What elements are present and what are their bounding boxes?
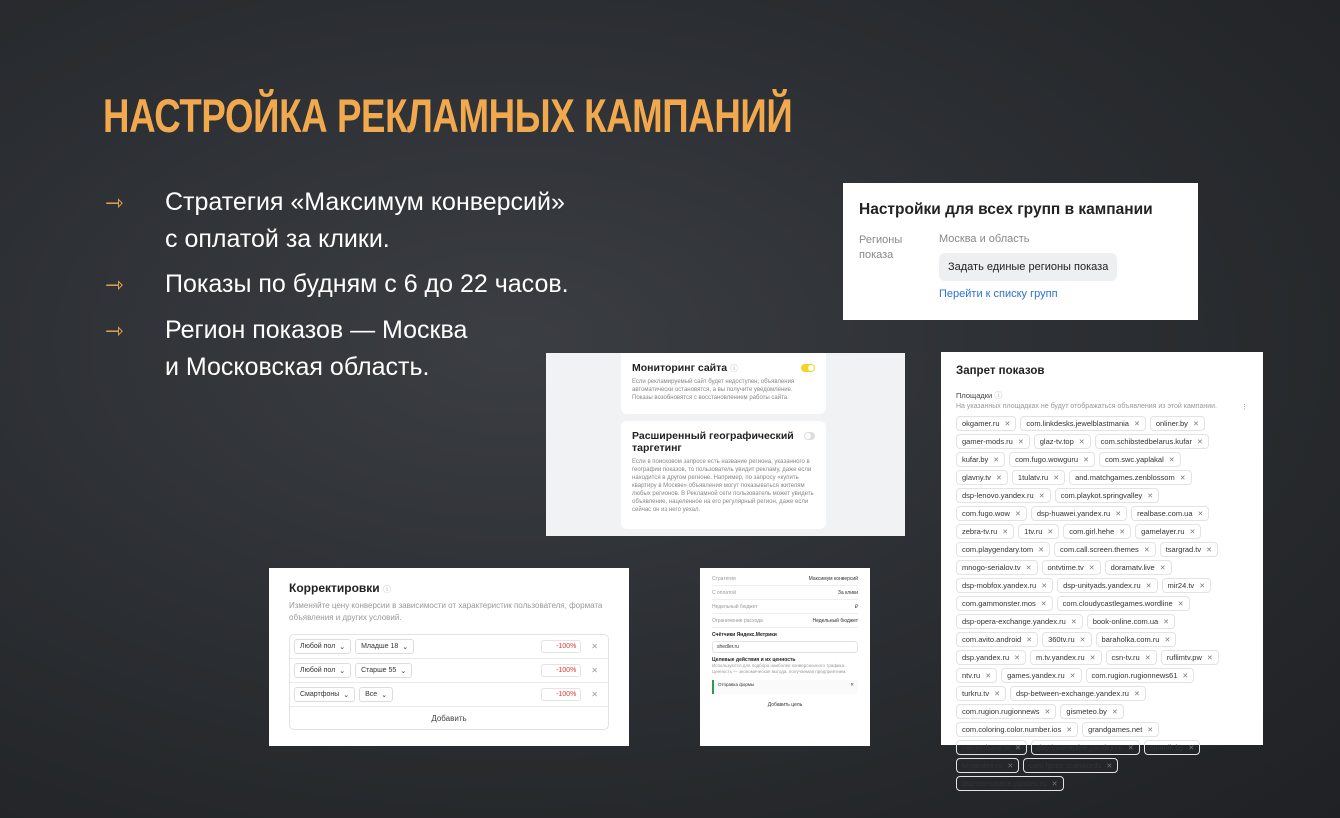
close-icon[interactable]: ✕	[591, 666, 598, 675]
close-icon[interactable]: ✕	[1041, 582, 1048, 590]
close-icon[interactable]: ✕	[1196, 438, 1203, 446]
condition-select[interactable]: Смартфоны ⌄	[294, 687, 355, 702]
counters-title: Счётчики Яндекс.Метрики	[712, 632, 777, 638]
placement-chip[interactable]: com.gammonster.mos ✕	[956, 596, 1053, 611]
arrow-right-icon: ⇾	[105, 319, 124, 344]
close-icon[interactable]: ✕	[1179, 474, 1186, 482]
placements-label: Площадки	[956, 391, 993, 400]
monitoring-screenshot	[546, 353, 905, 536]
placement-chip[interactable]: csn-tv.ru ✕	[1106, 650, 1157, 665]
placement-chip[interactable]: m.tv.yandex.ru ✕	[1030, 650, 1102, 665]
condition-select[interactable]: Младше 18 ⌄	[355, 639, 414, 654]
close-icon[interactable]: ✕	[1168, 456, 1175, 464]
close-icon[interactable]: ✕	[1119, 528, 1126, 536]
close-icon[interactable]: ✕	[996, 474, 1002, 482]
placement-chip[interactable]: onliner.by ✕	[1150, 416, 1205, 431]
close-icon[interactable]: ✕	[1197, 510, 1204, 518]
placement-chip[interactable]: com.girl.hehe ✕	[1063, 524, 1131, 539]
set-regions-button[interactable]: Задать единые регионы показа	[939, 253, 1117, 281]
goals-desc: Используются для подбора наиболее конверсионного трафика. Ценность — экономическая выгода, получаемая предприятием.	[712, 663, 847, 674]
geo-card	[621, 421, 826, 529]
bullet-text: Показы по будням с 6 до 22 часов.	[165, 270, 569, 298]
placement-chip[interactable]: kufar.by ✕	[956, 452, 1005, 467]
placement-chip[interactable]: mnogo-serialov.tv ✕	[956, 560, 1038, 575]
monitoring-toggle[interactable]	[801, 364, 815, 372]
placement-chip[interactable]: gamelayer.ru ✕	[1135, 524, 1201, 539]
placement-chip[interactable]: tsargrad.tv ✕	[1160, 542, 1218, 557]
placement-chip[interactable]: com.cloudycastlegames.wordline ✕	[1057, 596, 1190, 611]
placement-chip[interactable]: com.call.screen.themes ✕	[1054, 542, 1156, 557]
geo-desc: Если в поисковом запросе есть название региона, указанного в географии показов, то пользователь увидит рекламу, даже если находится в другом регионе. Например, по запросу «купить квартиру в Москве» объявления могут показываться жителям любых регионов. В Рекламной сети пользователь может увидеть объявление, нацеленное на его регулярный регион, даже если сейчас он из него уехал.	[632, 459, 814, 513]
more-icon[interactable]: ⋮	[1241, 404, 1248, 411]
korr-desc: Изменяйте цену конверсии в зависимости от характеристик пользователя, формата объявления и других условий.	[289, 601, 603, 622]
placement-chip[interactable]: gismeteo.by ✕	[1060, 704, 1123, 719]
close-icon[interactable]: ✕	[1115, 510, 1122, 518]
placement-chip[interactable]: dsp-mobfox.yandex.ru ✕	[956, 578, 1053, 593]
close-icon[interactable]: ✕	[985, 672, 992, 680]
counter-input[interactable]: shedler.ru	[712, 641, 858, 653]
placement-chip[interactable]: com.avito.android ✕	[956, 632, 1038, 647]
bullet-item	[105, 184, 625, 258]
placement-chip[interactable]: com.rugion.rugionnews ✕	[956, 704, 1056, 719]
placement-chip[interactable]: tv.yandex.ru ✕	[956, 758, 1019, 773]
close-icon[interactable]: ✕	[1144, 654, 1151, 662]
close-icon[interactable]: ✕	[1051, 780, 1058, 788]
close-icon[interactable]: ✕	[1147, 492, 1154, 500]
geo-title: Расширенный географический таргетинг	[632, 430, 794, 454]
close-icon[interactable]: ✕	[1133, 420, 1140, 428]
placement-chip[interactable]: turkru.tv ✕	[956, 686, 1006, 701]
close-icon[interactable]: ✕	[1053, 474, 1060, 482]
strategy-row[interactable]: Ограничение расхода Недельный бюджет	[712, 614, 858, 628]
monitoring-desc: Если рекламируемый сайт будет недоступен, объявления автоматически остановятся, а вы получите уведомление. Показы возобновятся с восстановлением работы сайта.	[632, 379, 795, 401]
placement-chip[interactable]: com.fugo.wow ✕	[956, 506, 1027, 521]
placement-chip[interactable]: grandgames.net ✕	[1082, 722, 1159, 737]
percent-input[interactable]: -100%	[541, 688, 581, 701]
placement-chip[interactable]: com.fugo.wowguru ✕	[1009, 452, 1095, 467]
settings-title: Настройки для всех групп в кампании	[859, 201, 1153, 218]
monitoring-card	[621, 353, 826, 414]
placement-chip[interactable]: dsp-between-exchange.yandex.ru ✕	[1010, 686, 1146, 701]
strategy-screenshot	[700, 568, 870, 746]
close-icon[interactable]: ✕	[1040, 600, 1047, 608]
close-icon[interactable]: ✕	[1199, 582, 1206, 590]
regions-label: Регионы показа	[859, 234, 903, 261]
close-icon[interactable]: ✕	[1038, 492, 1045, 500]
placement-chip[interactable]: glaz-tv.top ✕	[1034, 434, 1091, 449]
placement-chip[interactable]: dsp-lenovo.yandex.ru ✕	[956, 488, 1051, 503]
geo-toggle[interactable]	[804, 432, 815, 440]
goal-item[interactable]: Отправка формы ✕	[712, 680, 858, 694]
close-icon[interactable]: ✕	[1133, 690, 1140, 698]
placement-chip[interactable]: ruflimtv.pw ✕	[1161, 650, 1219, 665]
monitoring-title: Мониторинг сайта	[632, 362, 728, 374]
close-icon[interactable]: ✕	[1164, 636, 1171, 644]
bullet-item	[105, 266, 625, 304]
placement-chip[interactable]: games.yandex.ru ✕	[1001, 668, 1081, 683]
close-icon[interactable]: ✕	[1182, 672, 1189, 680]
close-icon[interactable]: ✕	[1206, 546, 1212, 554]
close-icon[interactable]: ✕	[1069, 672, 1076, 680]
groups-link[interactable]: Перейти к списку групп	[939, 288, 1058, 300]
close-icon[interactable]: ✕	[1014, 510, 1021, 518]
placement-chip[interactable]: com.coloring.color.number.ios ✕	[956, 722, 1078, 737]
close-icon: ✕	[850, 682, 854, 687]
strategy-row[interactable]: Недельный бюджет ₽	[712, 600, 858, 614]
percent-input[interactable]: -100%	[541, 664, 581, 677]
placement-chip[interactable]: com.playgendary.tom ✕	[956, 542, 1050, 557]
placement-chip[interactable]: 360tv.ru ✕	[1042, 632, 1091, 647]
close-icon[interactable]: ✕	[1004, 420, 1011, 428]
chevron-down-icon: ⌄	[339, 643, 346, 651]
placement-chip[interactable]: com.playkot.springvalley ✕	[1055, 488, 1160, 503]
page-title: НАСТРОЙКА РЕКЛАМНЫХ КАМПАНИЙ	[103, 89, 793, 142]
settings-screenshot	[843, 183, 1198, 320]
close-icon[interactable]: ✕	[1025, 564, 1032, 572]
close-icon[interactable]: ✕	[1026, 636, 1033, 644]
close-icon[interactable]: ✕	[1088, 564, 1095, 572]
placement-chip[interactable]: naruto-base.tv ✕	[956, 740, 1027, 755]
close-icon[interactable]: ✕	[1079, 636, 1086, 644]
close-icon[interactable]: ✕	[1014, 744, 1021, 752]
placement-chip[interactable]: com.swc.yaplakal ✕	[1099, 452, 1181, 467]
close-icon[interactable]: ✕	[1047, 528, 1054, 536]
chevron-down-icon: ⌄	[343, 691, 350, 699]
info-icon: ⓘ	[383, 585, 392, 594]
condition-select[interactable]: Все ⌄	[359, 687, 393, 702]
korr-screenshot	[269, 568, 629, 746]
placement-chip[interactable]: 1tulatv.ru ✕	[1012, 470, 1065, 485]
placement-chip[interactable]: 1tv.ru ✕	[1018, 524, 1059, 539]
close-icon[interactable]: ✕	[1147, 726, 1154, 734]
chevron-down-icon: ⌄	[402, 643, 409, 651]
close-icon[interactable]: ✕	[1143, 546, 1150, 554]
korr-title: Корректировки	[289, 581, 380, 595]
condition-select[interactable]: Старше 55 ⌄	[355, 663, 412, 678]
placement-chip[interactable]: okgamer.ru ✕	[956, 416, 1016, 431]
placement-chip[interactable]: doramatv.live ✕	[1105, 560, 1172, 575]
placement-chip[interactable]: zebra-tv.ru ✕	[956, 524, 1014, 539]
close-icon[interactable]: ✕	[591, 642, 598, 651]
placement-chip[interactable]: com.linkdesks.jewelblastmania ✕	[1020, 416, 1145, 431]
close-icon[interactable]: ✕	[994, 690, 1000, 698]
placement-chip[interactable]: dsp-opera-exchange.yandex.ru ✕	[956, 614, 1083, 629]
strategy-row[interactable]: Стратегия Максимум конверсий	[712, 572, 858, 586]
placements-note: На указанных площадках не будут отображаться объявления из этой кампании.	[956, 403, 1217, 410]
chevron-down-icon: ⌄	[381, 691, 388, 699]
bullet-text: Стратегия «Максимум конверсий» с оплатой за клики.	[165, 188, 565, 253]
placements-chips	[956, 416, 1226, 791]
condition-select[interactable]: Любой пол ⌄	[294, 663, 351, 678]
close-icon[interactable]: ✕	[1089, 654, 1096, 662]
placement-chip[interactable]: dsp-huawei.yandex.ru ✕	[1031, 506, 1127, 521]
zapret-title: Запрет показов	[956, 365, 1045, 377]
placement-chip[interactable]: dsp-inneractive.yandex.ru ✕	[1031, 740, 1140, 755]
placement-chip[interactable]: dsp.yandex.ru ✕	[956, 650, 1026, 665]
close-icon[interactable]: ✕	[1159, 564, 1166, 572]
korr-row	[290, 659, 608, 683]
chevron-down-icon: ⌄	[339, 667, 346, 675]
close-icon[interactable]: ✕	[993, 456, 1000, 464]
strategy-row[interactable]: С оплатой За клики	[712, 586, 858, 600]
close-icon[interactable]: ✕	[1007, 762, 1014, 770]
close-icon[interactable]: ✕	[1017, 438, 1024, 446]
arrow-right-icon: ⇾	[105, 273, 124, 298]
chevron-down-icon: ⌄	[400, 667, 407, 675]
placement-chip[interactable]: gamer-mods.ru ✕	[956, 434, 1030, 449]
placement-chip[interactable]: ntv.ru ✕	[956, 668, 997, 683]
close-icon[interactable]: ✕	[1014, 654, 1020, 662]
close-icon[interactable]: ✕	[1192, 420, 1199, 428]
korr-row	[290, 683, 608, 707]
add-goal-button[interactable]: Добавить цель	[767, 702, 803, 708]
placement-chip[interactable]: glavny.tv ✕	[956, 470, 1008, 485]
zapret-screenshot	[941, 352, 1263, 788]
placement-chip[interactable]: sputnik.by ✕	[1144, 740, 1201, 755]
placement-chip[interactable]: ontvtime.tv ✕	[1042, 560, 1101, 575]
placement-chip[interactable]: book-online.com.ua ✕	[1087, 614, 1175, 629]
placement-chip[interactable]: dsp-unityads.yandex.ru ✕	[1057, 578, 1157, 593]
placement-chip[interactable]: com.schibstedbelarus.kufar ✕	[1095, 434, 1209, 449]
bullet-text: Регион показов — Москва и Московская область.	[165, 316, 468, 381]
close-icon[interactable]: ✕	[1044, 708, 1051, 716]
close-icon[interactable]: ✕	[1038, 546, 1045, 554]
close-icon[interactable]: ✕	[1083, 456, 1089, 464]
close-icon[interactable]: ✕	[1206, 654, 1213, 662]
close-icon[interactable]: ✕	[591, 690, 598, 699]
info-icon: ⓘ	[994, 391, 1003, 400]
close-icon[interactable]: ✕	[1189, 528, 1196, 536]
close-icon[interactable]: ✕	[1127, 744, 1134, 752]
placement-chip[interactable]: com.fgcos.scanwords ✕	[1023, 758, 1118, 773]
korr-row	[290, 635, 608, 659]
close-icon[interactable]: ✕	[1002, 528, 1009, 536]
add-korr-button[interactable]: Добавить	[431, 713, 467, 723]
korr-table	[289, 634, 609, 730]
info-icon: ⓘ	[730, 364, 739, 373]
close-icon[interactable]: ✕	[1188, 744, 1195, 752]
placement-chip[interactable]: dsp-ironsource.yandex.ru ✕	[956, 776, 1064, 791]
close-icon[interactable]: ✕	[1078, 438, 1085, 446]
percent-input[interactable]: -100%	[541, 640, 581, 653]
goals-title: Целевые действия и их ценность	[712, 657, 796, 663]
placement-chip[interactable]: and.matchgames.zenblossom ✕	[1069, 470, 1192, 485]
close-icon[interactable]: ✕	[1111, 708, 1118, 716]
arrow-right-icon: ⇾	[105, 191, 124, 216]
placement-chip[interactable]: com.rugion.rugionnews61 ✕	[1086, 668, 1195, 683]
close-icon[interactable]: ✕	[1177, 600, 1184, 608]
close-icon[interactable]: ✕	[1066, 726, 1073, 734]
placement-chip[interactable]: baraholka.com.ru ✕	[1096, 632, 1177, 647]
close-icon[interactable]: ✕	[1070, 618, 1077, 626]
close-icon[interactable]: ✕	[1163, 618, 1170, 626]
close-icon[interactable]: ✕	[1145, 582, 1152, 590]
placement-chip[interactable]: mir24.tv ✕	[1162, 578, 1212, 593]
regions-value: Москва и область	[939, 233, 1030, 245]
condition-select[interactable]: Любой пол ⌄	[294, 639, 351, 654]
close-icon[interactable]: ✕	[1106, 762, 1113, 770]
placement-chip[interactable]: realbase.com.ua ✕	[1131, 506, 1209, 521]
